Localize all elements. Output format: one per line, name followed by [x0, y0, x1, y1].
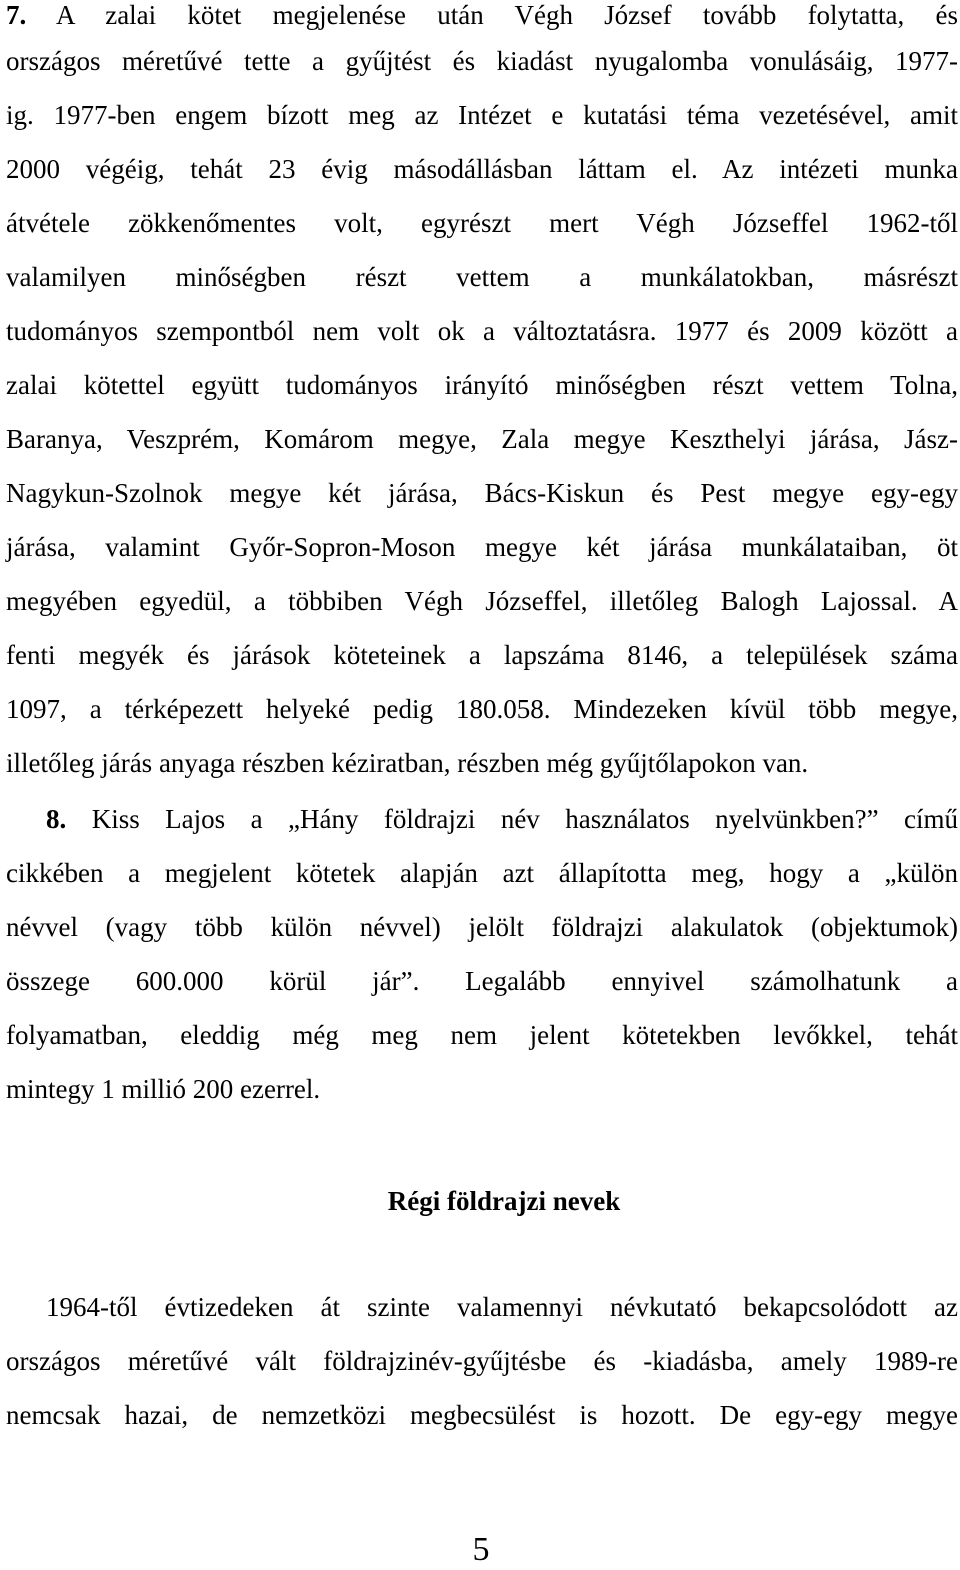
section7-line-5: átvétele zökkenőmentes volt, egyrészt mert Végh Józseffel 1962-től	[6, 208, 958, 238]
section7-line-10: Nagykun-Szolnok megye két járása, Bács-Kiskun és Pest megye egy-egy	[6, 478, 958, 508]
page-number: 5	[472, 1531, 490, 1568]
section8-line-5: folyamatban, eleddig még meg nem jelent kötetekben levőkkel, tehát	[6, 1020, 958, 1050]
section8-line-6: mintegy 1 millió 200 ezerrel.	[6, 1074, 321, 1104]
section7-line-1	[6, 0, 958, 32]
intro-line-1: 1964-től évtizedeken át szinte valamennyi névkutató bekapcsolódott az	[46, 1292, 958, 1322]
section8-line-2: cikkében a megjelent kötetek alapján azt állapította meg, hogy a „külön	[6, 858, 958, 888]
section7-line-12: megyében egyedül, a többiben Végh Józseffel, illetőleg Balogh Lajossal. A	[6, 586, 958, 616]
section-heading: Régi földrajzi nevek	[387, 1186, 621, 1216]
section8-line-3: névvel (vagy több külön névvel) jelölt földrajzi alakulatok (objektumok)	[6, 912, 958, 942]
section7-line-4: 2000 végéig, tehát 23 évig másodállásban láttam el. Az intézeti munka	[6, 154, 958, 184]
section7-line-11: járása, valamint Győr-Sopron-Moson megye két járása munkálataiban, öt	[6, 532, 958, 562]
section7-line-15: illetőleg járás anyaga részben kéziratban, részben még gyűjtőlapokon van.	[6, 748, 809, 778]
section8-line-4: összege 600.000 körül jár”. Legalább ennyivel számolhatunk a	[6, 966, 958, 996]
section7-line-2: országos méretűvé tette a gyűjtést és kiadást nyugalomba vonulásáig, 1977-	[6, 46, 958, 76]
section7-line-14: 1097, a térképezett helyeké pedig 180.058. Mindezeken kívül több megye,	[6, 694, 958, 724]
section7-line-8: zalai kötettel együtt tudományos irányító minőségben részt vettem Tolna,	[6, 370, 958, 400]
section7-line-13: fenti megyék és járások köteteinek a lapszáma 8146, a települések száma	[6, 640, 958, 670]
intro-line-2: országos méretűvé vált földrajzinév-gyűjtésbe és -kiadásba, amely 1989-re	[6, 1346, 958, 1376]
section7-line-1-text: A zalai kötet megjelenése után Végh József tovább folytatta, és	[55, 0, 958, 30]
section7-line-3: ig. 1977-ben engem bízott meg az Intézet e kutatási téma vezetésével, amit	[6, 100, 958, 130]
section8-number: 8.	[46, 804, 67, 834]
section7-line-7: tudományos szempontból nem volt ok a változtatásra. 1977 és 2009 között a	[6, 316, 958, 346]
section7-line-6: valamilyen minőségben részt vettem a munkálatokban, másrészt	[6, 262, 958, 292]
section8-line-1-text: Kiss Lajos a „Hány földrajzi név használatos nyelvünkben?” című	[91, 804, 959, 834]
intro-line-3: nemcsak hazai, de nemzetközi megbecsülést is hozott. De egy-egy megye	[6, 1400, 958, 1430]
section7-line-9: Baranya, Veszprém, Komárom megye, Zala megye Keszthelyi járása, Jász-	[6, 424, 958, 454]
section7-number: 7.	[6, 0, 27, 30]
section8-line-1	[46, 802, 958, 836]
